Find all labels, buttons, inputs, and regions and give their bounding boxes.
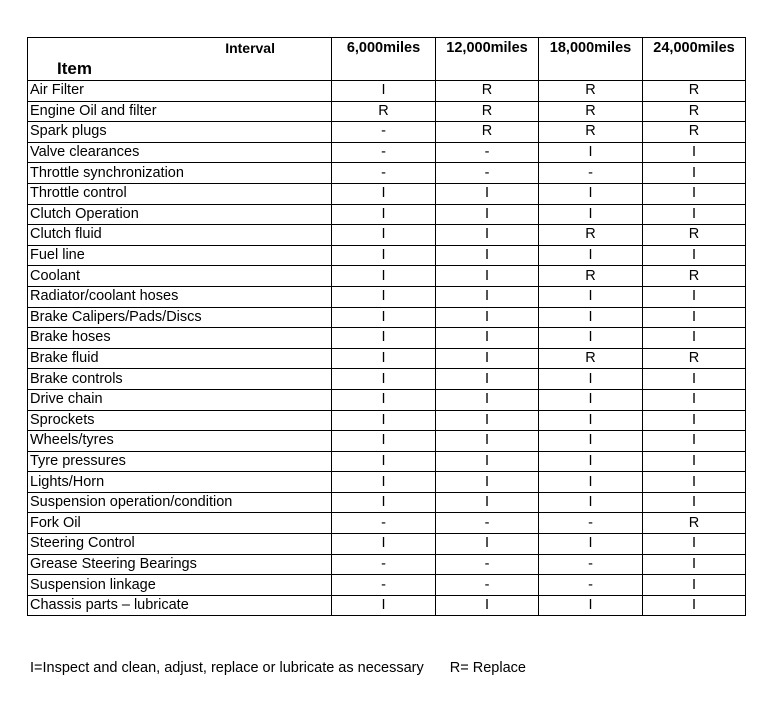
item-name: Radiator/coolant hoses bbox=[28, 286, 332, 307]
table-row bbox=[28, 451, 746, 472]
interval-value: I bbox=[643, 451, 746, 472]
interval-value: I bbox=[539, 328, 643, 349]
interval-value: I bbox=[539, 183, 643, 204]
interval-value: R bbox=[643, 266, 746, 287]
table-row bbox=[28, 142, 746, 163]
item-name: Brake hoses bbox=[28, 328, 332, 349]
interval-value: I bbox=[436, 204, 539, 225]
table-row bbox=[28, 534, 746, 555]
interval-value: - bbox=[436, 513, 539, 534]
item-name: Wheels/tyres bbox=[28, 431, 332, 452]
column-header-24000: 24,000miles bbox=[643, 38, 746, 81]
item-name: Valve clearances bbox=[28, 142, 332, 163]
interval-value: I bbox=[332, 245, 436, 266]
interval-header: Interval bbox=[28, 38, 332, 59]
maintenance-schedule-table bbox=[27, 37, 746, 616]
item-header: Item bbox=[28, 58, 332, 81]
interval-value: I bbox=[332, 534, 436, 555]
interval-value: R bbox=[539, 122, 643, 143]
table-row bbox=[28, 183, 746, 204]
interval-value: - bbox=[436, 575, 539, 596]
interval-value: R bbox=[643, 348, 746, 369]
interval-value: I bbox=[332, 328, 436, 349]
table-row bbox=[28, 225, 746, 246]
table-row bbox=[28, 492, 746, 513]
interval-value: I bbox=[436, 451, 539, 472]
interval-value: I bbox=[436, 307, 539, 328]
interval-value: R bbox=[436, 101, 539, 122]
table-row bbox=[28, 410, 746, 431]
interval-value: I bbox=[539, 595, 643, 616]
table-row bbox=[28, 307, 746, 328]
interval-value: I bbox=[643, 554, 746, 575]
column-header-6000: 6,000miles bbox=[332, 38, 436, 81]
interval-value: I bbox=[436, 472, 539, 493]
table-row bbox=[28, 595, 746, 616]
interval-value: R bbox=[539, 225, 643, 246]
interval-value: - bbox=[436, 142, 539, 163]
table-row bbox=[28, 369, 746, 390]
interval-value: - bbox=[539, 575, 643, 596]
column-header-12000: 12,000miles bbox=[436, 38, 539, 81]
interval-value: I bbox=[539, 492, 643, 513]
interval-value: - bbox=[539, 554, 643, 575]
interval-value: I bbox=[332, 369, 436, 390]
item-name: Tyre pressures bbox=[28, 451, 332, 472]
interval-value: I bbox=[643, 307, 746, 328]
table-row bbox=[28, 101, 746, 122]
interval-value: I bbox=[436, 328, 539, 349]
interval-value: I bbox=[436, 410, 539, 431]
interval-value: I bbox=[643, 492, 746, 513]
interval-value: I bbox=[436, 266, 539, 287]
interval-value: R bbox=[332, 101, 436, 122]
interval-value: I bbox=[436, 492, 539, 513]
interval-value: I bbox=[436, 245, 539, 266]
column-header-18000: 18,000miles bbox=[539, 38, 643, 81]
interval-value: I bbox=[539, 286, 643, 307]
interval-value: - bbox=[332, 163, 436, 184]
table-row bbox=[28, 163, 746, 184]
interval-value: I bbox=[332, 410, 436, 431]
interval-value: I bbox=[332, 307, 436, 328]
item-name: Suspension operation/condition bbox=[28, 492, 332, 513]
table-row bbox=[28, 245, 746, 266]
interval-value: I bbox=[643, 142, 746, 163]
item-name: Brake fluid bbox=[28, 348, 332, 369]
interval-value: R bbox=[539, 266, 643, 287]
interval-value: I bbox=[332, 183, 436, 204]
interval-value: I bbox=[436, 389, 539, 410]
item-name: Sprockets bbox=[28, 410, 332, 431]
interval-value: I bbox=[643, 431, 746, 452]
interval-value: I bbox=[539, 431, 643, 452]
interval-value: I bbox=[539, 534, 643, 555]
interval-value: - bbox=[539, 163, 643, 184]
interval-value: I bbox=[643, 163, 746, 184]
table-row bbox=[28, 204, 746, 225]
interval-value: I bbox=[539, 472, 643, 493]
table-row bbox=[28, 431, 746, 452]
item-name: Spark plugs bbox=[28, 122, 332, 143]
interval-value: I bbox=[332, 266, 436, 287]
table-row bbox=[28, 472, 746, 493]
interval-value: I bbox=[332, 81, 436, 102]
table-row bbox=[28, 328, 746, 349]
item-name: Fuel line bbox=[28, 245, 332, 266]
interval-value: R bbox=[436, 122, 539, 143]
item-name: Coolant bbox=[28, 266, 332, 287]
interval-value: I bbox=[436, 225, 539, 246]
table-row bbox=[28, 266, 746, 287]
legend bbox=[30, 660, 526, 676]
table-row bbox=[28, 286, 746, 307]
interval-value: I bbox=[332, 389, 436, 410]
table-row bbox=[28, 389, 746, 410]
item-name: Clutch fluid bbox=[28, 225, 332, 246]
interval-value: I bbox=[643, 534, 746, 555]
interval-value: - bbox=[332, 142, 436, 163]
interval-value: I bbox=[539, 245, 643, 266]
item-name: Engine Oil and filter bbox=[28, 101, 332, 122]
item-name: Chassis parts – lubricate bbox=[28, 595, 332, 616]
table-row bbox=[28, 348, 746, 369]
interval-value: I bbox=[643, 328, 746, 349]
interval-value: I bbox=[643, 369, 746, 390]
interval-value: - bbox=[332, 575, 436, 596]
interval-value: I bbox=[436, 348, 539, 369]
interval-value: I bbox=[643, 410, 746, 431]
interval-value: - bbox=[436, 163, 539, 184]
interval-value: I bbox=[332, 595, 436, 616]
interval-value: I bbox=[539, 410, 643, 431]
interval-value: I bbox=[643, 575, 746, 596]
interval-value: I bbox=[643, 245, 746, 266]
legend-replace: R= Replace bbox=[449, 660, 526, 676]
interval-value: I bbox=[539, 307, 643, 328]
interval-value: I bbox=[539, 389, 643, 410]
interval-value: I bbox=[539, 451, 643, 472]
interval-value: I bbox=[643, 204, 746, 225]
interval-value: I bbox=[332, 225, 436, 246]
item-name: Air Filter bbox=[28, 81, 332, 102]
interval-value: I bbox=[436, 183, 539, 204]
interval-value: I bbox=[643, 183, 746, 204]
legend-inspect: I=Inspect and clean, adjust, replace or lubricate as necessary bbox=[30, 660, 424, 676]
interval-value: I bbox=[539, 142, 643, 163]
interval-value: R bbox=[539, 348, 643, 369]
interval-value: I bbox=[643, 472, 746, 493]
interval-value: I bbox=[436, 595, 539, 616]
interval-value: R bbox=[643, 513, 746, 534]
interval-value: I bbox=[643, 389, 746, 410]
item-name: Brake controls bbox=[28, 369, 332, 390]
interval-value: R bbox=[643, 122, 746, 143]
interval-value: R bbox=[643, 81, 746, 102]
item-name: Lights/Horn bbox=[28, 472, 332, 493]
interval-value: I bbox=[539, 204, 643, 225]
item-name: Throttle control bbox=[28, 183, 332, 204]
interval-value: I bbox=[332, 451, 436, 472]
interval-value: R bbox=[539, 81, 643, 102]
interval-value: I bbox=[436, 369, 539, 390]
table-row bbox=[28, 554, 746, 575]
interval-value: I bbox=[643, 286, 746, 307]
interval-value: I bbox=[332, 286, 436, 307]
interval-value: I bbox=[332, 492, 436, 513]
interval-value: R bbox=[539, 101, 643, 122]
item-name: Steering Control bbox=[28, 534, 332, 555]
interval-value: - bbox=[332, 122, 436, 143]
interval-value: I bbox=[332, 348, 436, 369]
item-name: Grease Steering Bearings bbox=[28, 554, 332, 575]
interval-value: - bbox=[436, 554, 539, 575]
interval-value: - bbox=[332, 513, 436, 534]
table-row bbox=[28, 122, 746, 143]
table-row bbox=[28, 575, 746, 596]
interval-value: I bbox=[643, 595, 746, 616]
item-name: Fork Oil bbox=[28, 513, 332, 534]
table-row bbox=[28, 513, 746, 534]
interval-value: R bbox=[643, 101, 746, 122]
interval-value: I bbox=[332, 472, 436, 493]
interval-value: R bbox=[643, 225, 746, 246]
item-name: Clutch Operation bbox=[28, 204, 332, 225]
item-name: Throttle synchronization bbox=[28, 163, 332, 184]
interval-value: I bbox=[332, 431, 436, 452]
interval-value: - bbox=[539, 513, 643, 534]
interval-value: R bbox=[436, 81, 539, 102]
item-name: Drive chain bbox=[28, 389, 332, 410]
table-row bbox=[28, 81, 746, 102]
interval-value: I bbox=[436, 431, 539, 452]
interval-value: I bbox=[539, 369, 643, 390]
interval-value: I bbox=[436, 286, 539, 307]
interval-value: - bbox=[332, 554, 436, 575]
interval-value: I bbox=[332, 204, 436, 225]
interval-value: I bbox=[436, 534, 539, 555]
item-name: Brake Calipers/Pads/Discs bbox=[28, 307, 332, 328]
item-name: Suspension linkage bbox=[28, 575, 332, 596]
